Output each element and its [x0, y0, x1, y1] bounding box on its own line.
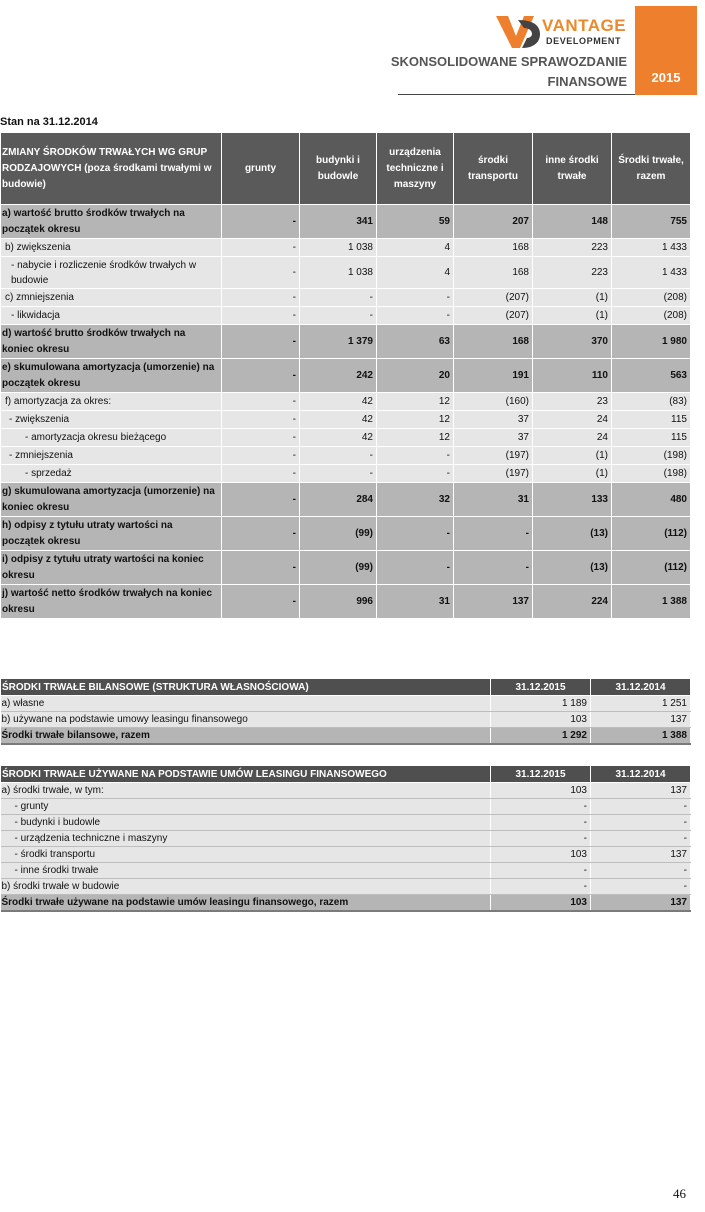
- cell-value: 4: [377, 239, 454, 257]
- cell-value: 341: [300, 205, 377, 239]
- cell-value: (99): [300, 517, 377, 551]
- cell-value: (1): [533, 307, 612, 325]
- cell-value: -: [491, 879, 591, 895]
- row-label: - urządzenia techniczne i maszyny: [1, 831, 491, 847]
- table-row: [1, 483, 691, 517]
- cell-value: 12: [377, 429, 454, 447]
- cell-value: 168: [454, 325, 533, 359]
- table-header-row: [1, 766, 691, 783]
- company-logo: [494, 14, 627, 50]
- row-label: - zmniejszenia: [1, 447, 222, 465]
- report-title-line2: FINANSOWE: [547, 74, 627, 89]
- cell-value: 755: [612, 205, 691, 239]
- cell-value: 996: [300, 585, 377, 619]
- cell-value: 137: [454, 585, 533, 619]
- cell-value: 1 433: [612, 257, 691, 289]
- cell-value: -: [377, 447, 454, 465]
- row-label: e) skumulowana amortyzacja (umorzenie) na początek okresu: [1, 359, 222, 393]
- cell-value: -: [222, 205, 300, 239]
- cell-value: (112): [612, 551, 691, 585]
- cell-value: -: [222, 393, 300, 411]
- table-header-row: [1, 133, 691, 205]
- cell-value: 1 292: [491, 728, 591, 745]
- cell-value: (160): [454, 393, 533, 411]
- cell-value: 59: [377, 205, 454, 239]
- table-row: [1, 289, 691, 307]
- cell-value: 12: [377, 411, 454, 429]
- cell-value: 103: [491, 895, 591, 912]
- cell-value: (1): [533, 289, 612, 307]
- cell-value: -: [222, 447, 300, 465]
- row-label: h) odpisy z tytułu utraty wartości na początek okresu: [1, 517, 222, 551]
- cell-value: 224: [533, 585, 612, 619]
- cell-value: (208): [612, 289, 691, 307]
- cell-value: 1 189: [491, 696, 591, 712]
- cell-value: 31: [454, 483, 533, 517]
- cell-value: -: [491, 799, 591, 815]
- column-header-other: inne środki trwałe: [533, 133, 612, 205]
- row-label: - grunty: [1, 799, 491, 815]
- cell-value: 31: [377, 585, 454, 619]
- cell-value: 20: [377, 359, 454, 393]
- cell-value: -: [222, 585, 300, 619]
- table-row: [1, 257, 691, 289]
- cell-value: -: [300, 465, 377, 483]
- cell-value: (13): [533, 517, 612, 551]
- cell-value: 42: [300, 393, 377, 411]
- table-row: [1, 847, 691, 863]
- cell-value: -: [222, 239, 300, 257]
- report-title: [391, 52, 627, 92]
- cell-value: -: [222, 483, 300, 517]
- cell-value: -: [222, 411, 300, 429]
- cell-value: -: [491, 863, 591, 879]
- cell-value: 37: [454, 411, 533, 429]
- cell-value: 12: [377, 393, 454, 411]
- row-label: c) zmniejszenia: [1, 289, 222, 307]
- cell-value: 24: [533, 429, 612, 447]
- cell-value: 23: [533, 393, 612, 411]
- table-row: [1, 411, 691, 429]
- row-label: - budynki i budowle: [1, 815, 491, 831]
- table-row: [1, 393, 691, 411]
- row-label: - sprzedaż: [1, 465, 222, 483]
- table-row: [1, 307, 691, 325]
- cell-value: 148: [533, 205, 612, 239]
- column-header-2015: 31.12.2015: [491, 766, 591, 783]
- cell-value: 1 251: [591, 696, 691, 712]
- cell-value: 242: [300, 359, 377, 393]
- cell-value: 223: [533, 257, 612, 289]
- column-header-machinery: urządzenia techniczne i maszyny: [377, 133, 454, 205]
- cell-value: 1 038: [300, 239, 377, 257]
- table-row: [1, 783, 691, 799]
- cell-value: (99): [300, 551, 377, 585]
- cell-value: (197): [454, 447, 533, 465]
- cell-value: -: [300, 447, 377, 465]
- column-header-total: Środki trwałe, razem: [612, 133, 691, 205]
- cell-value: -: [222, 307, 300, 325]
- row-label: - inne środki trwałe: [1, 863, 491, 879]
- page-number: 46: [673, 1186, 686, 1201]
- cell-value: 63: [377, 325, 454, 359]
- row-label: Środki trwałe bilansowe, razem: [1, 728, 491, 745]
- cell-value: -: [222, 325, 300, 359]
- cell-value: 168: [454, 239, 533, 257]
- table-title: ŚRODKI TRWAŁE UŻYWANE NA PODSTAWIE UMÓW LEASINGU FINANSOWEGO: [1, 766, 491, 783]
- cell-value: -: [591, 831, 691, 847]
- row-label: - likwidacja: [1, 307, 222, 325]
- cell-value: 42: [300, 429, 377, 447]
- cell-value: 32: [377, 483, 454, 517]
- row-label: a) wartość brutto środków trwałych na początek okresu: [1, 205, 222, 239]
- cell-value: -: [222, 517, 300, 551]
- column-header-2015: 31.12.2015: [491, 679, 591, 696]
- cell-value: -: [591, 863, 691, 879]
- cell-value: 115: [612, 411, 691, 429]
- cell-value: -: [300, 289, 377, 307]
- cell-value: 370: [533, 325, 612, 359]
- cell-value: -: [300, 307, 377, 325]
- table-row: [1, 815, 691, 831]
- balance-sheet-fixed-assets-table: [0, 678, 691, 745]
- cell-value: 223: [533, 239, 612, 257]
- cell-value: -: [222, 551, 300, 585]
- vantage-logo-icon: [494, 14, 542, 50]
- row-label: Środki trwałe używane na podstawie umów leasingu finansowego, razem: [1, 895, 491, 912]
- cell-value: 284: [300, 483, 377, 517]
- table-row: [1, 728, 691, 745]
- table-row: [1, 831, 691, 847]
- cell-value: 4: [377, 257, 454, 289]
- table-row: [1, 696, 691, 712]
- row-label: b) zwiększenia: [1, 239, 222, 257]
- fixed-assets-changes-table: [0, 132, 691, 619]
- cell-value: 1 388: [612, 585, 691, 619]
- cell-value: 137: [591, 847, 691, 863]
- logo-subtitle: DEVELOPMENT: [546, 36, 622, 46]
- column-header-2014: 31.12.2014: [591, 766, 691, 783]
- cell-value: 42: [300, 411, 377, 429]
- cell-value: -: [454, 551, 533, 585]
- cell-value: 103: [491, 783, 591, 799]
- cell-value: 1 980: [612, 325, 691, 359]
- row-label: g) skumulowana amortyzacja (umorzenie) na koniec okresu: [1, 483, 222, 517]
- table-row: [1, 325, 691, 359]
- table-row: [1, 447, 691, 465]
- cell-value: 168: [454, 257, 533, 289]
- cell-value: 115: [612, 429, 691, 447]
- cell-value: -: [591, 879, 691, 895]
- cell-value: (13): [533, 551, 612, 585]
- cell-value: 1 388: [591, 728, 691, 745]
- cell-value: 37: [454, 429, 533, 447]
- cell-value: -: [591, 815, 691, 831]
- cell-value: -: [377, 465, 454, 483]
- column-header-transport: środki transportu: [454, 133, 533, 205]
- cell-value: -: [377, 551, 454, 585]
- cell-value: 137: [591, 895, 691, 912]
- leased-fixed-assets-table: [0, 765, 691, 912]
- cell-value: 480: [612, 483, 691, 517]
- table-header-row: [1, 679, 691, 696]
- row-label: a) środki trwałe, w tym:: [1, 783, 491, 799]
- row-label: b) środki trwałe w budowie: [1, 879, 491, 895]
- cell-value: 1 038: [300, 257, 377, 289]
- table-row: [1, 895, 691, 912]
- row-label: a) własne: [1, 696, 491, 712]
- table-row: [1, 429, 691, 447]
- cell-value: (112): [612, 517, 691, 551]
- cell-value: (197): [454, 465, 533, 483]
- table-row: [1, 359, 691, 393]
- cell-value: (198): [612, 465, 691, 483]
- year-text: 2015: [651, 70, 681, 85]
- report-title-line1: SKONSOLIDOWANE SPRAWOZDANIE: [390, 54, 627, 69]
- table-row: [1, 205, 691, 239]
- table-row: [1, 799, 691, 815]
- column-header-description: ZMIANY ŚRODKÓW TRWAŁYCH WG GRUP RODZAJOWYCH (poza środkami trwałymi w budowie): [1, 133, 222, 205]
- cell-value: -: [454, 517, 533, 551]
- cell-value: 1 433: [612, 239, 691, 257]
- cell-value: 1 379: [300, 325, 377, 359]
- cell-value: (83): [612, 393, 691, 411]
- row-label: - amortyzacja okresu bieżącego: [1, 429, 222, 447]
- cell-value: 110: [533, 359, 612, 393]
- cell-value: 137: [591, 712, 691, 728]
- row-label: i) odpisy z tytułu utraty wartości na koniec okresu: [1, 551, 222, 585]
- cell-value: (207): [454, 289, 533, 307]
- cell-value: (207): [454, 307, 533, 325]
- cell-value: 103: [491, 712, 591, 728]
- cell-value: 191: [454, 359, 533, 393]
- logo-brand: VANTAGE: [542, 16, 627, 35]
- table-row: [1, 517, 691, 551]
- year-badge: [635, 6, 697, 95]
- cell-value: (208): [612, 307, 691, 325]
- column-header-2014: 31.12.2014: [591, 679, 691, 696]
- row-label: f) amortyzacja za okres:: [1, 393, 222, 411]
- cell-value: -: [491, 815, 591, 831]
- table-row: [1, 465, 691, 483]
- header-divider: [398, 94, 635, 95]
- cell-value: 207: [454, 205, 533, 239]
- cell-value: -: [222, 465, 300, 483]
- cell-value: -: [222, 359, 300, 393]
- cell-value: (1): [533, 465, 612, 483]
- column-header-land: grunty: [222, 133, 300, 205]
- cell-value: -: [377, 307, 454, 325]
- row-label: d) wartość brutto środków trwałych na koniec okresu: [1, 325, 222, 359]
- cell-value: -: [222, 257, 300, 289]
- row-label: b) używane na podstawie umowy leasingu finansowego: [1, 712, 491, 728]
- row-label: - nabycie i rozliczenie środków trwałych w budowie: [1, 257, 222, 289]
- cell-value: -: [377, 517, 454, 551]
- cell-value: 137: [591, 783, 691, 799]
- row-label: - środki transportu: [1, 847, 491, 863]
- table-row: [1, 551, 691, 585]
- cell-value: 24: [533, 411, 612, 429]
- cell-value: 563: [612, 359, 691, 393]
- table-row: [1, 239, 691, 257]
- table-title: ŚRODKI TRWAŁE BILANSOWE (STRUKTURA WŁASNOŚCIOWA): [1, 679, 491, 696]
- cell-value: (1): [533, 447, 612, 465]
- table-row: [1, 879, 691, 895]
- cell-value: -: [591, 799, 691, 815]
- cell-value: -: [222, 429, 300, 447]
- cell-value: -: [222, 289, 300, 307]
- row-label: j) wartość netto środków trwałych na koniec okresu: [1, 585, 222, 619]
- table-row: [1, 585, 691, 619]
- row-label: - zwiększenia: [1, 411, 222, 429]
- table-row: [1, 712, 691, 728]
- cell-value: -: [377, 289, 454, 307]
- cell-value: (198): [612, 447, 691, 465]
- cell-value: 133: [533, 483, 612, 517]
- cell-value: 103: [491, 847, 591, 863]
- column-header-buildings: budynki i budowle: [300, 133, 377, 205]
- table-row: [1, 863, 691, 879]
- cell-value: -: [491, 831, 591, 847]
- as-of-date-label: Stan na 31.12.2014: [0, 116, 98, 128]
